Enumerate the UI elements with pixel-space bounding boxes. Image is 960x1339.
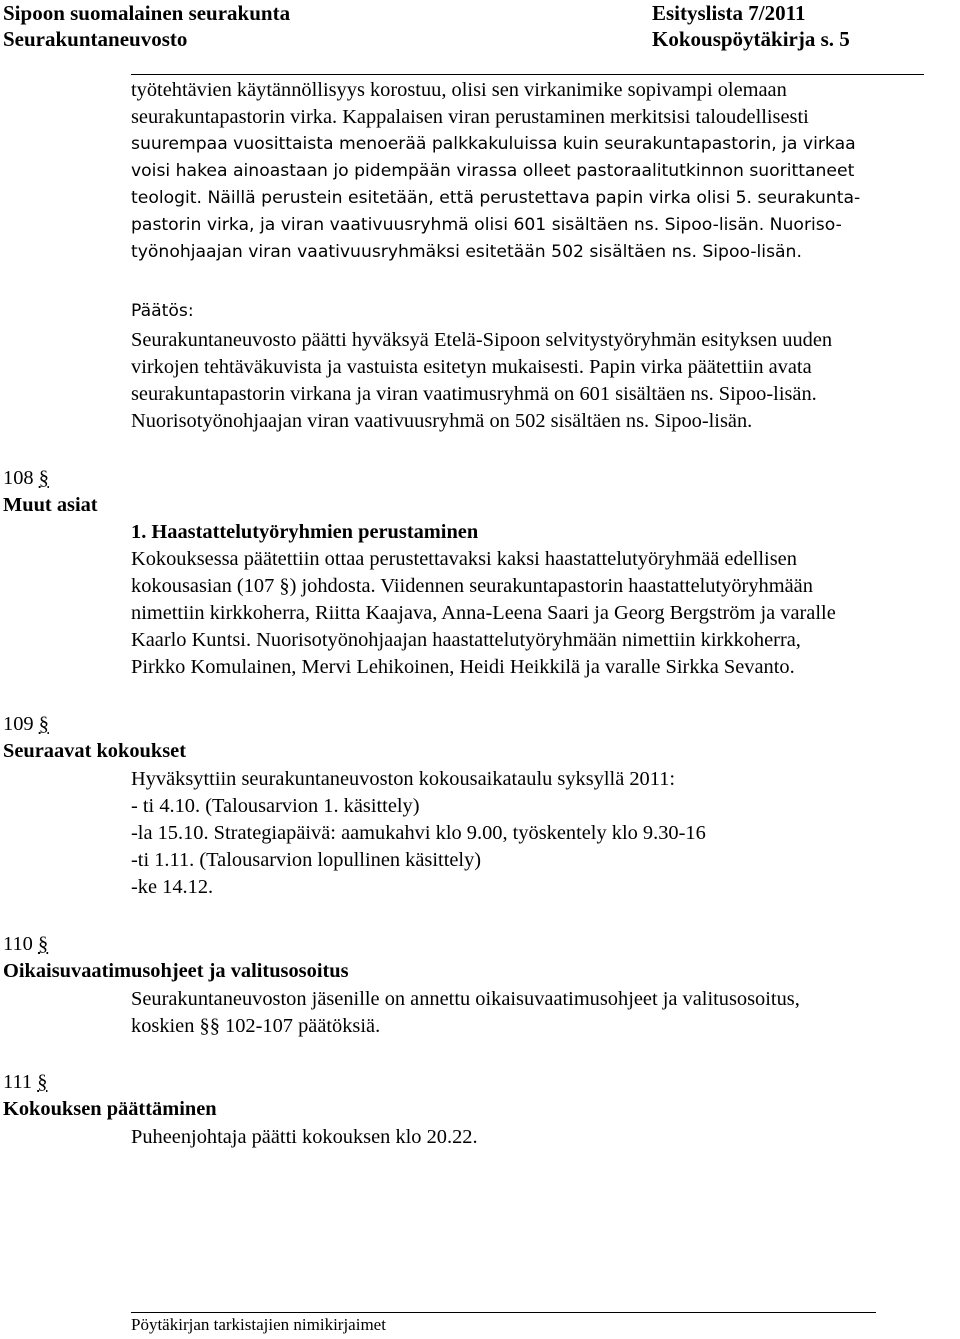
section-heading: 1. Haastattelutyöryhmien perustaminen xyxy=(131,521,479,543)
section-line: Puheenjohtaja päätti kokouksen klo 20.22. xyxy=(131,1126,478,1148)
header-organization: Sipoon suomalainen seurakunta xyxy=(3,1,291,25)
intro-line: suurempaa vuosittaista menoerää palkkakuluissa kuin seurakuntapastorin, ja virkaa xyxy=(131,134,856,154)
section-line: -ti 1.11. (Talousarvion lopullinen käsittely) xyxy=(131,849,482,871)
section-number: 111 § xyxy=(3,1071,48,1093)
intro-line: työnohjaajan viran vaativuusryhmäksi esitetään 502 sisältäen ns. Sipoo-lisän. xyxy=(131,242,802,262)
decision-line: Nuorisotyönohjaajan viran vaativuusryhmä on 502 sisältäen ns. Sipoo-lisän. xyxy=(131,410,753,432)
intro-paragraph-continued xyxy=(131,131,860,266)
section-title: Seuraavat kokoukset xyxy=(3,740,186,762)
section-line: -la 15.10. Strategiapäivä: aamukahvi klo 9.00, työskentely klo 9.30-16 xyxy=(131,822,706,844)
section-line: Seurakuntaneuvoston jäsenille on annettu oikaisuvaatimusohjeet ja valitusosoitus, xyxy=(131,988,800,1010)
header-body: Seurakuntaneuvosto xyxy=(3,27,188,51)
footer-rule xyxy=(131,1312,876,1313)
intro-line: pastorin virka, ja viran vaativuusryhmä olisi 601 sisältäen ns. Sipoo-lisän. Nuoriso- xyxy=(131,215,842,235)
decision-line: Seurakuntaneuvosto päätti hyväksyä Etelä-Sipoon selvitystyöryhmän esityksen uuden xyxy=(131,329,833,351)
section-line: - ti 4.10. (Talousarvion 1. käsittely) xyxy=(131,795,420,817)
intro-line: teologit. Näillä perustein esitetään, että perustettava papin virka olisi 5. seurakunta- xyxy=(131,188,861,208)
intro-paragraph xyxy=(131,77,809,131)
section-line: Kaarlo Kuntsi. Nuorisotyönohjaajan haastattelutyöryhmään nimettiin kirkkoherra, xyxy=(131,629,801,651)
intro-line: seurakuntapastorin virka. Kappalaisen viran perustaminen merkitsisi taloudellisesti xyxy=(131,106,809,128)
section-line: nimettiin kirkkoherra, Riitta Kaajava, Anna-Leena Saari ja Georg Bergström ja varalle xyxy=(131,602,836,624)
section-number: 110 § xyxy=(3,933,49,955)
section-line: koskien §§ 102-107 päätöksiä. xyxy=(131,1015,381,1037)
section-line: Kokouksessa päätettiin ottaa perustettavaksi kaksi haastattelutyöryhmää edellisen xyxy=(131,548,797,570)
section-line: Pirkko Komulainen, Mervi Lehikoinen, Heidi Heikkilä ja varalle Sirkka Sevanto. xyxy=(131,656,795,678)
section-body xyxy=(131,546,836,681)
section-title: Oikaisuvaatimusohjeet ja valitusosoitus xyxy=(3,960,349,982)
section-title: Kokouksen päättäminen xyxy=(3,1098,217,1120)
intro-line: työtehtävien käytännöllisyys korostuu, olisi sen virkanimike sopivampi olemaan xyxy=(131,79,787,101)
decision-paragraph xyxy=(131,327,832,435)
section-body xyxy=(131,986,800,1040)
section-number: 108 § xyxy=(3,467,49,489)
decision-label: Päätös: xyxy=(131,301,194,321)
decision-line: seurakuntapastorin virkana ja viran vaatimusryhmä on 601 sisältäen ns. Sipoo-lisän. xyxy=(131,383,817,405)
decision-line: virkojen tehtäväkuvista ja vastuista esitetyn mukaisesti. Papin virka päätettiin avata xyxy=(131,356,812,378)
section-line: Hyväksyttiin seurakuntaneuvoston kokousaikataulu syksyllä 2011: xyxy=(131,768,676,790)
header-agenda-number: Esityslista 7/2011 xyxy=(652,1,806,25)
section-line: kokousasian (107 §) johdosta. Viidennen seurakuntapastorin haastattelutyöryhmään xyxy=(131,575,813,597)
section-title: Muut asiat xyxy=(3,494,98,516)
intro-line: voisi hakea ainoastaan jo pidempään virassa olleet pastoraalitutkinnon suorittaneet xyxy=(131,161,855,181)
section-body xyxy=(131,1124,478,1151)
footer-initials-label: Pöytäkirjan tarkistajien nimikirjaimet xyxy=(131,1315,386,1334)
section-number: 109 § xyxy=(3,713,49,735)
header-page-number: Kokouspöytäkirja s. 5 xyxy=(652,27,850,51)
section-line: -ke 14.12. xyxy=(131,876,214,898)
section-body xyxy=(131,766,706,901)
header-rule xyxy=(131,74,924,75)
